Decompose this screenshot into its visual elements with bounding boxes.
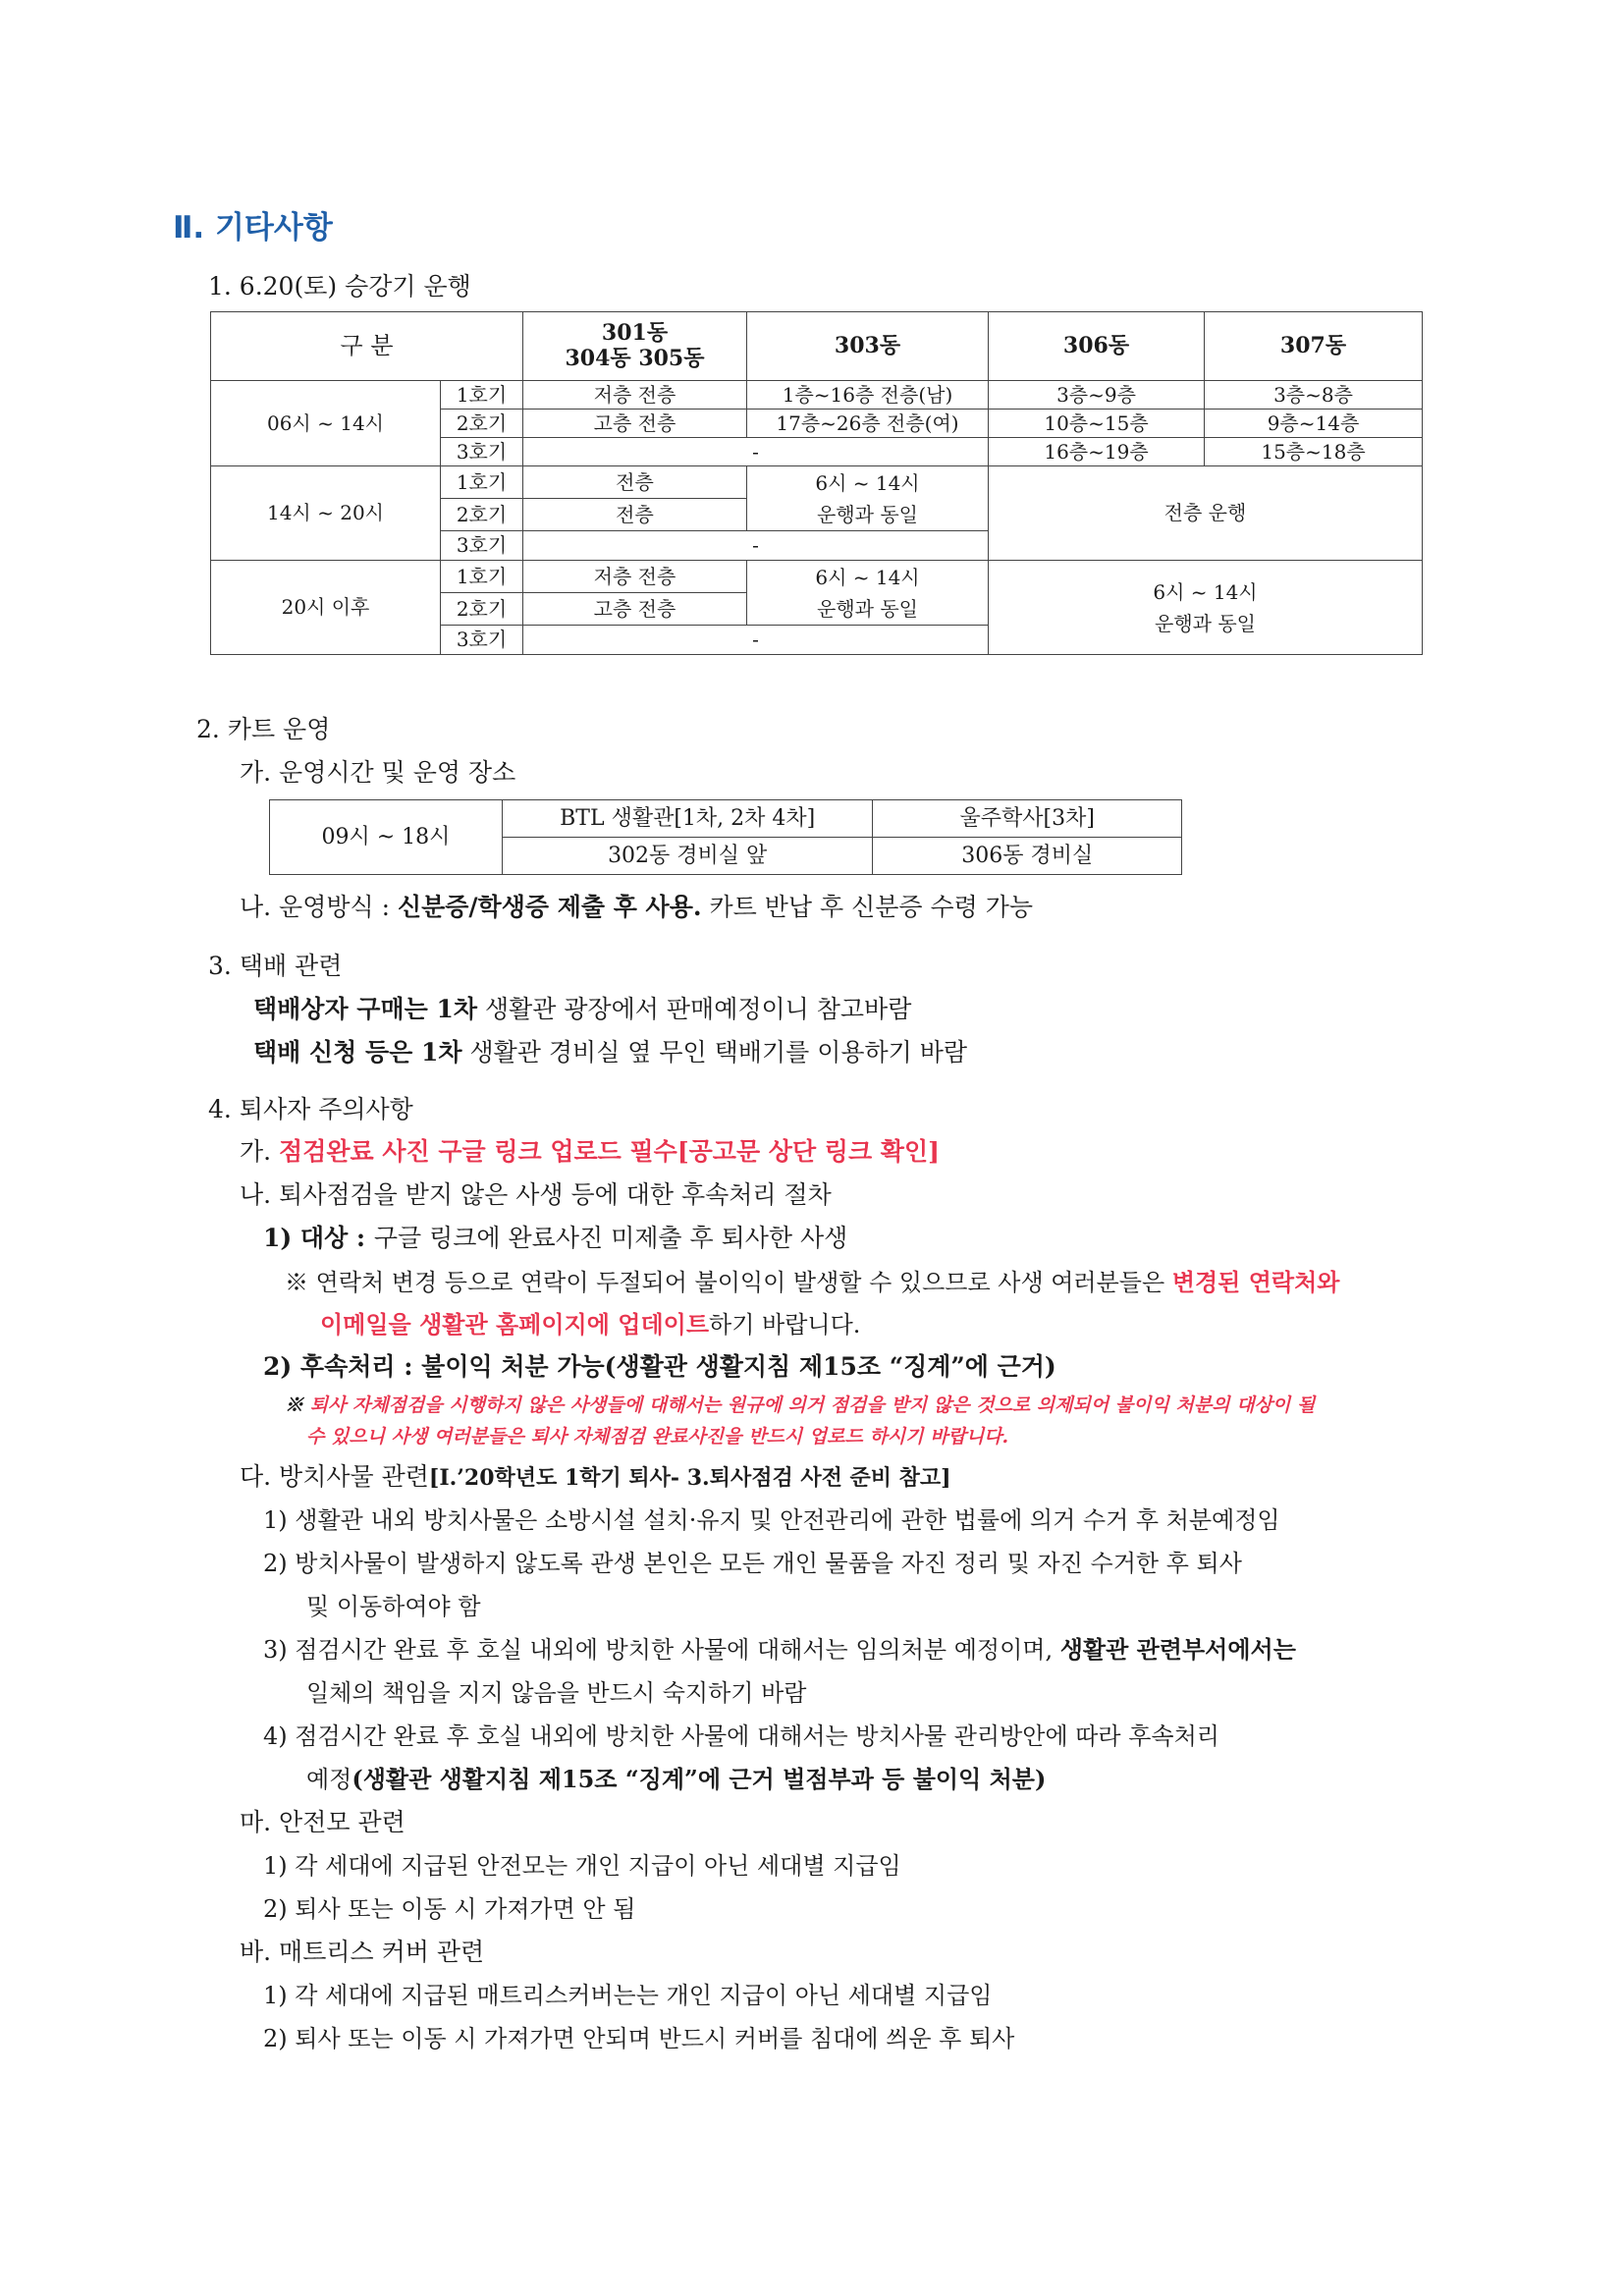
na-rest: 카트 반납 후 신분증 수령 가능 bbox=[701, 893, 1034, 921]
table-cell: 전층 bbox=[523, 466, 747, 499]
header-category: 구 분 bbox=[211, 312, 523, 381]
item4-na-p2: 2) 후속처리 : 불이익 처분 가능(생활관 생활지침 제15조 “징계”에 근거) bbox=[263, 1352, 1056, 1381]
header-307: 307동 bbox=[1205, 312, 1423, 381]
item4-ga bbox=[240, 1132, 940, 1168]
table-cell: 6시 ~ 14시 운행과 동일 bbox=[989, 561, 1423, 655]
item4-ma-p2: 2) 퇴사 또는 이동 시 가져가면 안 됨 bbox=[263, 1895, 636, 1923]
note2-line1: 퇴사 자체점검을 시행하지 않은 사생들에 대해서는 원규에 의거 점검을 받지 않은 것으로 의제되어 불이익 처분의 대상이 될 bbox=[309, 1394, 1316, 1416]
table-cell: 고층 전층 bbox=[523, 410, 747, 438]
item4-da-title bbox=[240, 1457, 951, 1493]
table-cell: 전층 운행 bbox=[989, 466, 1423, 561]
cart-time: 09시 ~ 18시 bbox=[270, 800, 503, 875]
car-cell: 3호기 bbox=[441, 438, 523, 466]
item4-da-p1: 1) 생활관 내외 방치사물은 소방시설 설치·유지 및 안전관리에 관한 법률에 의거 수거 후 처분예정임 bbox=[263, 1506, 1280, 1534]
item4-na-note2-line2: 수 있으니 사생 여러분들은 퇴사 자체점검 완료사진을 반드시 업로드 하시기 바랍니다. bbox=[306, 1426, 1009, 1448]
p4-b: (생활관 생활지침 제15조 “징계”에 근거 벌점부과 등 불이익 처분) bbox=[352, 1765, 1047, 1793]
item4-da-p4-line1: 4) 점검시간 완료 후 호실 내외에 방치한 사물에 대해서는 방치사물 관리방안에 따라 후속처리 bbox=[263, 1722, 1219, 1750]
na-bold: 신분증/학생증 제출 후 사용. bbox=[397, 893, 702, 921]
line1-bold: 택배상자 구매는 1차 bbox=[253, 995, 478, 1023]
note2-mark: ※ bbox=[285, 1394, 304, 1416]
elevator-table bbox=[210, 311, 1423, 655]
table-cell: 저층 전층 bbox=[523, 561, 747, 593]
table-row bbox=[270, 800, 1182, 838]
ga-red: 점검완료 사진 구글 링크 업로드 필수[공고문 상단 링크 확인] bbox=[279, 1137, 940, 1166]
table-cell: 저층 전층 bbox=[523, 381, 747, 410]
table-cell: 6시 ~ 14시 운행과 동일 bbox=[747, 561, 989, 626]
p1-bold: 1) 대상 : bbox=[263, 1224, 374, 1252]
line2-rest: 생활관 경비실 옆 무인 택배기를 이용하기 바람 bbox=[461, 1038, 968, 1066]
header-303: 303동 bbox=[747, 312, 989, 381]
table-cell: - bbox=[523, 531, 989, 561]
car-cell: 1호기 bbox=[441, 561, 523, 593]
item3-line2 bbox=[253, 1033, 967, 1068]
time-cell: 06시 ~ 14시 bbox=[211, 381, 441, 466]
cart-place2-loc: 306동 경비실 bbox=[873, 838, 1182, 875]
car-cell: 3호기 bbox=[441, 626, 523, 655]
item3-title: 3. 택배 관련 bbox=[208, 952, 343, 980]
car-cell: 2호기 bbox=[441, 410, 523, 438]
item4-da-p2-line1: 2) 방치사물이 발생하지 않도록 관생 본인은 모든 개인 물품을 자진 정리 및 자진 수거한 후 퇴사 bbox=[263, 1550, 1242, 1577]
cart-place2-name: 울주학사[3차] bbox=[873, 800, 1182, 838]
table-cell: 9층~14층 bbox=[1205, 410, 1423, 438]
table-cell: 3층~8층 bbox=[1205, 381, 1423, 410]
table-cell: 10층~15층 bbox=[989, 410, 1205, 438]
item2-sub-na bbox=[240, 888, 1033, 923]
table-row bbox=[211, 561, 1423, 593]
car-cell: 3호기 bbox=[441, 531, 523, 561]
cart-place1-loc: 302동 경비실 앞 bbox=[502, 838, 872, 875]
section-title: Ⅱ. 기타사항 bbox=[173, 210, 333, 246]
note1-red2: 이메일을 생활관 홈페이지에 업데이트 bbox=[320, 1310, 710, 1339]
table-row bbox=[211, 466, 1423, 499]
note1-b: 하기 바랍니다. bbox=[709, 1311, 861, 1339]
item4-da-p2-line2: 및 이동하여야 함 bbox=[306, 1593, 481, 1620]
time-cell: 20시 이후 bbox=[211, 561, 441, 655]
item2-sub-ga: 가. 운영시간 및 운영 장소 bbox=[240, 758, 516, 787]
note1-a: ※ 연락처 변경 등으로 연락이 두절되어 불이익이 발생할 수 있으므로 사생 여러분들은 bbox=[285, 1269, 1172, 1296]
line1-rest: 생활관 광장에서 판매예정이니 참고바람 bbox=[477, 995, 912, 1023]
car-cell: 1호기 bbox=[441, 466, 523, 499]
car-cell: 2호기 bbox=[441, 593, 523, 626]
item4-na-p1 bbox=[263, 1219, 847, 1254]
table-cell: 1층~16층 전층(남) bbox=[747, 381, 989, 410]
item4-na-title: 나. 퇴사점검을 받지 않은 사생 등에 대한 후속처리 절차 bbox=[240, 1180, 832, 1209]
table-cell: 16층~19층 bbox=[989, 438, 1205, 466]
header-301: 301동 304동 305동 bbox=[523, 312, 747, 381]
item4-na-note2-line1 bbox=[285, 1391, 1315, 1417]
p4-a: 예정 bbox=[306, 1766, 352, 1793]
table-cell: 고층 전층 bbox=[523, 593, 747, 626]
table-header-row bbox=[211, 312, 1423, 381]
ga-label: 가. bbox=[240, 1137, 280, 1166]
table-cell: 3층~9층 bbox=[989, 381, 1205, 410]
item4-na-note1-line1 bbox=[285, 1263, 1339, 1297]
item4-title: 4. 퇴사자 주의사항 bbox=[208, 1095, 413, 1123]
item2-title: 2. 카트 운영 bbox=[196, 715, 331, 743]
car-cell: 1호기 bbox=[441, 381, 523, 410]
item3-line1 bbox=[253, 990, 911, 1025]
item4-da-p4-line2 bbox=[306, 1760, 1046, 1794]
table-row bbox=[211, 381, 1423, 410]
table-cell: 17층~26층 전층(여) bbox=[747, 410, 989, 438]
table-cell: 전층 bbox=[523, 499, 747, 531]
table-cell: - bbox=[523, 626, 989, 655]
cart-table bbox=[269, 799, 1182, 875]
table-cell: - bbox=[523, 438, 989, 466]
cart-place1-name: BTL 생활관[1차, 2차 4차] bbox=[502, 800, 872, 838]
header-306: 306동 bbox=[989, 312, 1205, 381]
item4-ba-p1: 1) 각 세대에 지급된 매트리스커버는는 개인 지급이 아닌 세대별 지급임 bbox=[263, 1982, 993, 2009]
table-cell: 6시 ~ 14시 운행과 동일 bbox=[747, 466, 989, 531]
p1-rest: 구글 링크에 완료사진 미제출 후 퇴사한 사생 bbox=[373, 1224, 848, 1252]
item4-ma-title: 마. 안전모 관련 bbox=[240, 1808, 406, 1836]
note1-red1: 변경된 연락처와 bbox=[1171, 1268, 1340, 1296]
p3-b: 생활관 관련부서에서는 bbox=[1059, 1635, 1296, 1664]
item4-da-p3-line2: 일체의 책임을 지지 않음을 반드시 숙지하기 바람 bbox=[306, 1679, 807, 1707]
item4-da-p3-line1 bbox=[263, 1630, 1296, 1665]
item4-ba-title: 바. 매트리스 커버 관련 bbox=[240, 1938, 485, 1966]
da-title: 다. 방치사물 관련 bbox=[240, 1462, 429, 1491]
line2-bold: 택배 신청 등은 1차 bbox=[253, 1038, 462, 1066]
table-cell: 15층~18층 bbox=[1205, 438, 1423, 466]
car-cell: 2호기 bbox=[441, 499, 523, 531]
time-cell: 14시 ~ 20시 bbox=[211, 466, 441, 561]
p3-a: 3) 점검시간 완료 후 호실 내외에 방치한 사물에 대해서는 임의처분 예정이며, bbox=[263, 1636, 1060, 1664]
da-title-bold: [Ⅰ.’20학년도 1학기 퇴사- 3.퇴사점검 사전 준비 참고] bbox=[428, 1465, 951, 1491]
item1-title: 1. 6.20(토) 승강기 운행 bbox=[208, 272, 471, 301]
item4-ma-p1: 1) 각 세대에 지급된 안전모는 개인 지급이 아닌 세대별 지급임 bbox=[263, 1852, 901, 1880]
item4-na-note1-line2 bbox=[320, 1305, 860, 1339]
na-label: 나. 운영방식 : bbox=[240, 893, 398, 921]
item4-ba-p2: 2) 퇴사 또는 이동 시 가져가면 안되며 반드시 커버를 침대에 씌운 후 퇴사 bbox=[263, 2025, 1015, 2052]
